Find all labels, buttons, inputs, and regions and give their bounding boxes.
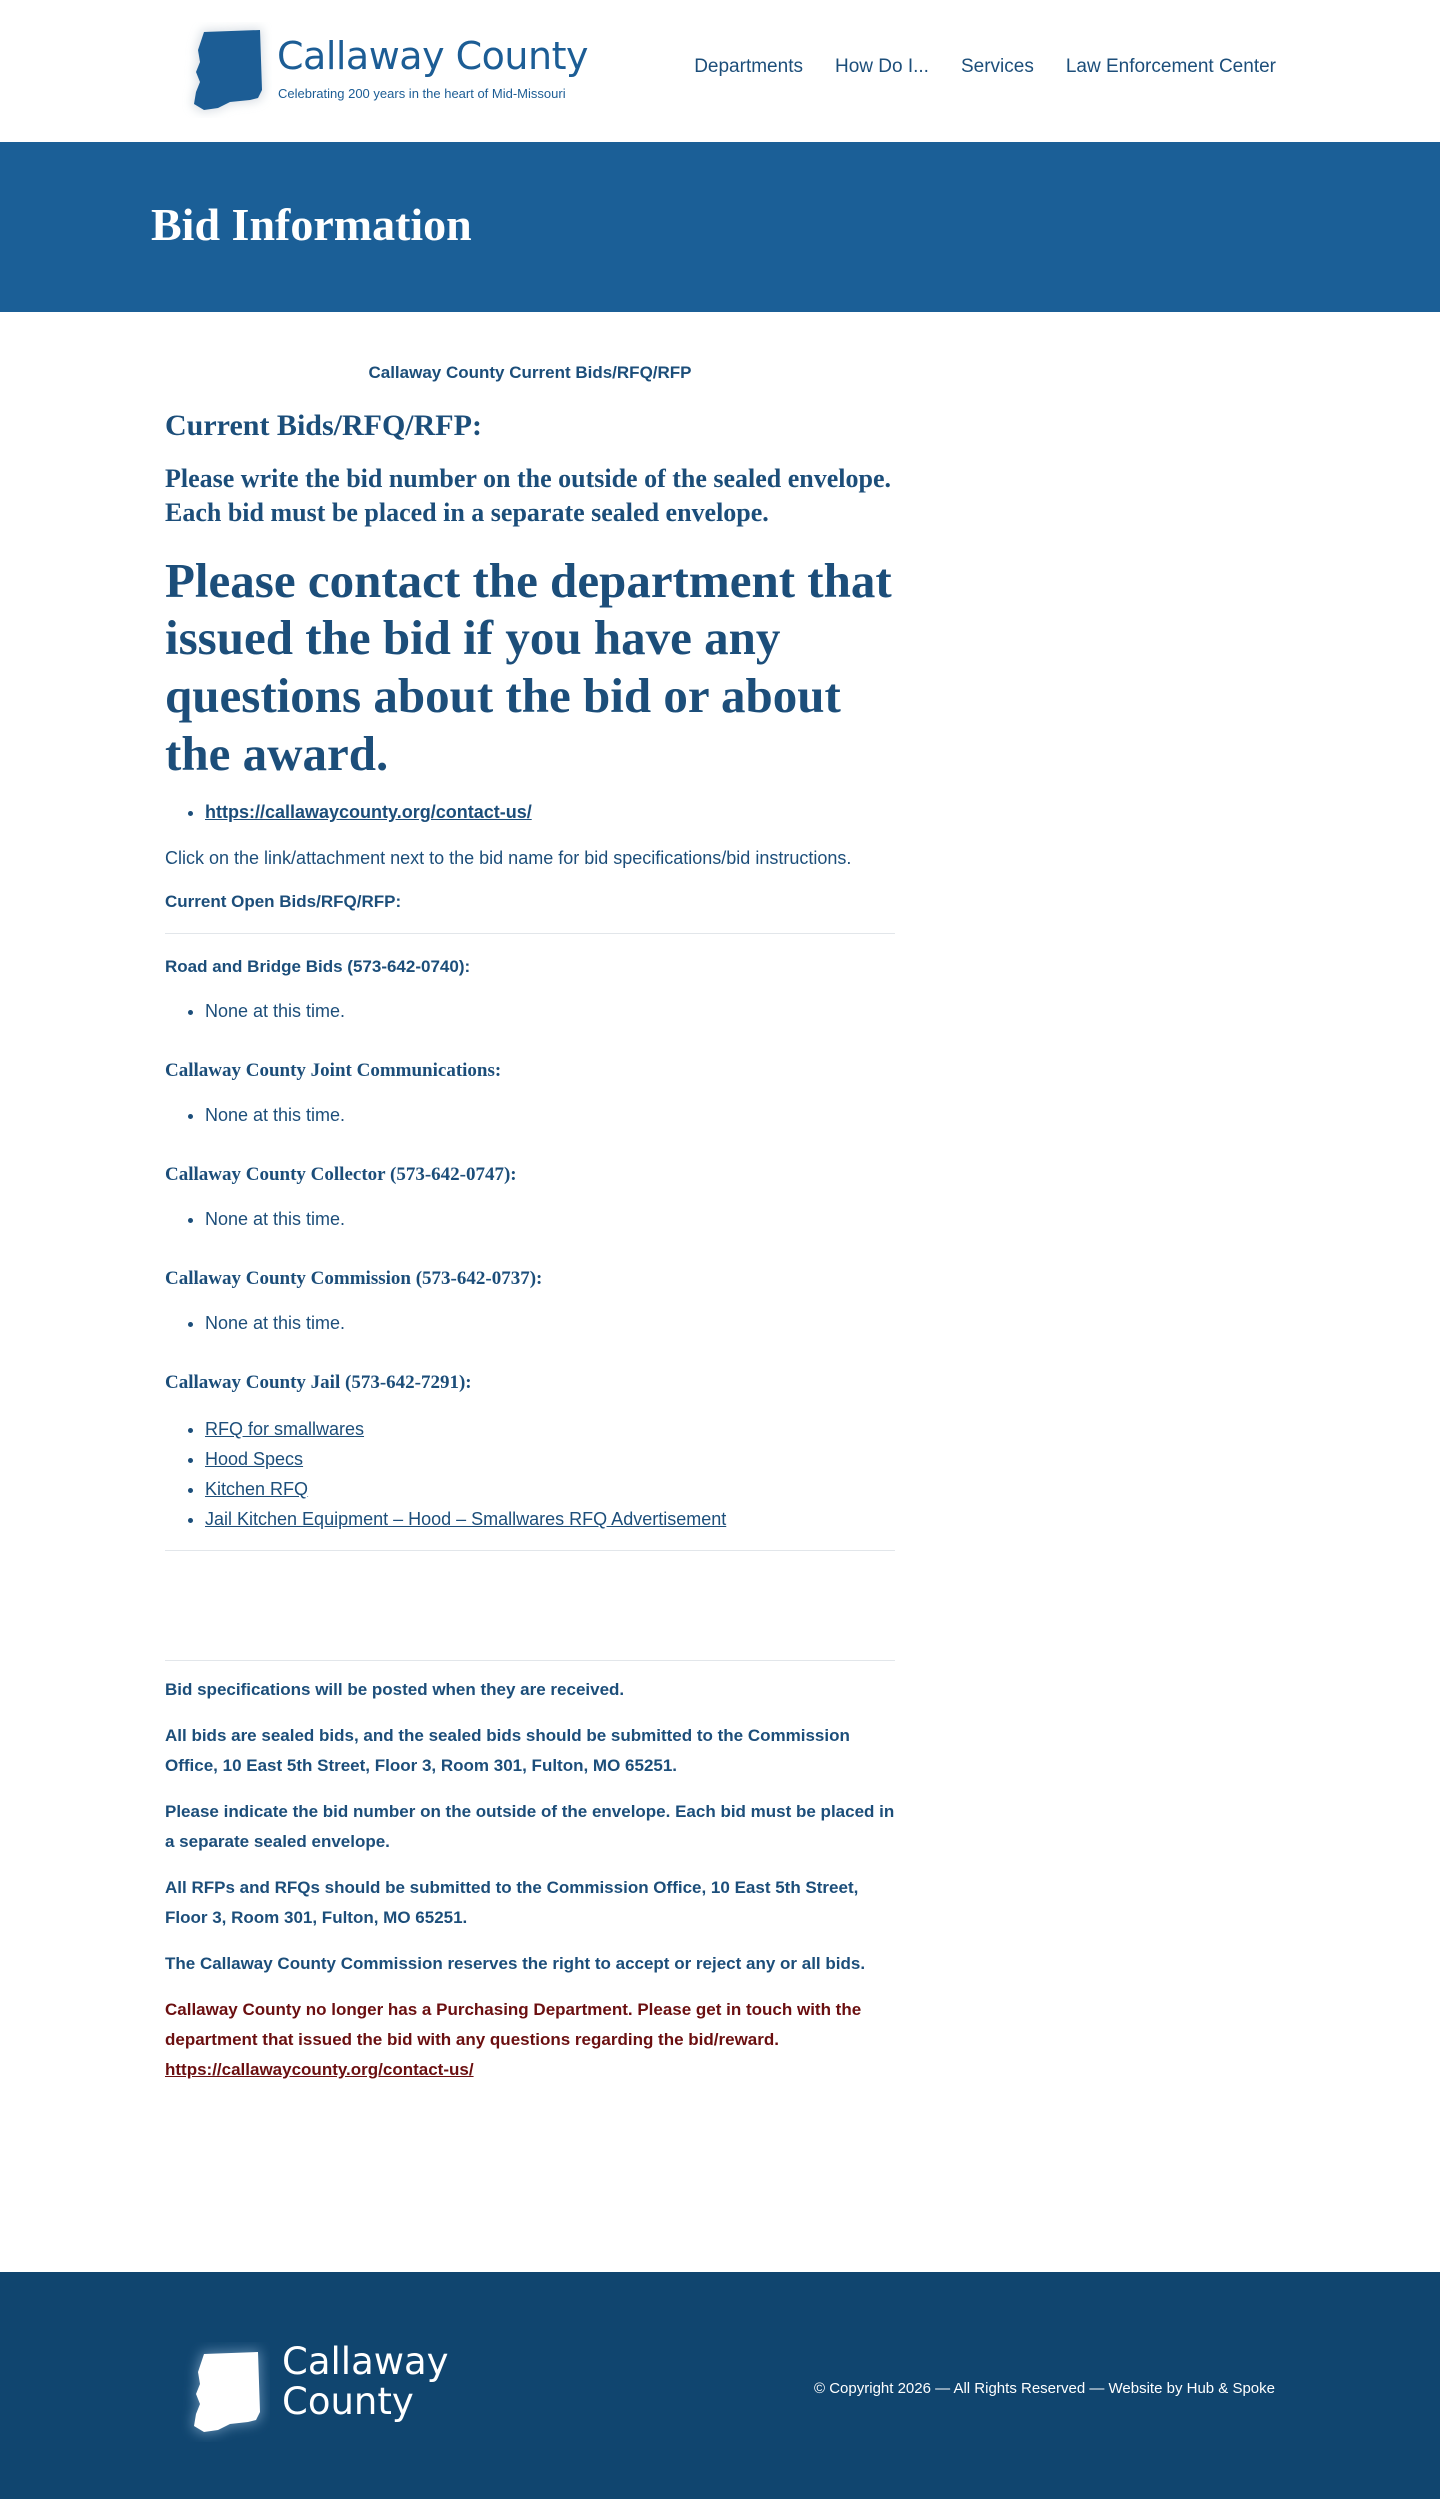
county-map-icon <box>180 22 272 118</box>
section-collector-title: Callaway County Collector (573-642-0747): <box>165 1163 517 1185</box>
rfq-smallwares-link[interactable]: RFQ for smallwares <box>205 1418 365 1439</box>
main-content <box>165 363 895 2085</box>
jail-kitchen-advertisement-link[interactable]: Jail Kitchen Equipment – Hood – Smallwares RFQ Advertisement <box>205 1508 727 1529</box>
logo-title: Callaway County <box>277 34 588 78</box>
heading-write-bid-number: Please write the bid number on the outside of the sealed envelope. Each bid must be placed in a separate sealed envelope. <box>165 464 892 527</box>
kitchen-rfq-link[interactable]: Kitchen RFQ <box>205 1478 309 1499</box>
note-sealed-bids: All bids are sealed bids, and the sealed bids should be submitted to the Commission Office, 10 East 5th Street, Floor 3, Room 301, Fulton, MO 65251. <box>165 1725 850 1775</box>
list-item <box>205 1474 895 1504</box>
copyright: © Copyright 2026 — All Rights Reserved — Website by Hub & Spoke <box>814 2380 1275 2397</box>
section-jail-title: Callaway County Jail (573-642-7291): <box>165 1371 472 1393</box>
section-collector-list <box>165 1204 895 1234</box>
note-rfp-submission: All RFPs and RFQs should be submitted to the Commission Office, 10 East 5th Street, Floor 3, Room 301, Fulton, MO 65251. <box>165 1877 859 1927</box>
list-item: • None at this time. <box>205 1308 895 1338</box>
divider <box>165 1660 895 1661</box>
purchasing-notice <box>165 1995 895 2085</box>
page-title: Bid Information <box>151 199 472 250</box>
logo-tagline: Celebrating 200 years in the heart of Mid-Missouri <box>278 86 566 101</box>
list-item <box>205 797 895 827</box>
heading-current-bids: Current Bids/RFQ/RFP: <box>165 409 482 442</box>
contact-us-link[interactable]: https://callawaycounty.org/contact-us/ <box>205 801 532 822</box>
section-road-bridge-title: Road and Bridge Bids (573-642-0740): <box>165 956 471 976</box>
footer-logo-title <box>282 2342 449 2422</box>
footer-logo-line2: County <box>282 2379 414 2423</box>
section-commission-title: Callaway County Commission (573-642-0737): <box>165 1267 543 1289</box>
list-item <box>205 1414 895 1444</box>
nav-services[interactable]: Services <box>960 56 1034 77</box>
footer-logo-line1: Callaway <box>282 2340 449 2383</box>
footer-logo[interactable] <box>170 2332 500 2442</box>
section-joint-communications-list <box>165 1100 895 1130</box>
divider <box>165 1550 895 1551</box>
county-map-icon <box>180 2342 270 2442</box>
nav-how-do-i[interactable]: How Do I... <box>834 56 929 77</box>
section-jail-list <box>165 1414 895 1534</box>
list-item <box>205 1504 895 1534</box>
site-logo[interactable] <box>170 12 590 122</box>
main-nav <box>694 56 1276 78</box>
note-reserves-right: The Callaway County Commission reserves the right to accept or reject any or all bids. <box>165 1953 866 1973</box>
hood-specs-link[interactable]: Hood Specs <box>205 1448 304 1469</box>
section-road-bridge-list <box>165 996 895 1026</box>
list-item <box>205 1444 895 1474</box>
divider <box>165 933 895 934</box>
purchasing-notice-text: Callaway County no longer has a Purchasing Department. Please get in touch with the department that issued the bid with any questions regarding the bid/reward. <box>165 1999 862 2049</box>
page-banner <box>0 142 1440 312</box>
list-item: • None at this time. <box>205 1100 895 1130</box>
intro-title: Callaway County Current Bids/RFQ/RFP <box>368 363 692 382</box>
heading-contact-department: Please contact the department that issued the bid if you have any questions about the bid or about the award. <box>165 552 892 782</box>
note-bid-number: Please indicate the bid number on the outside of the envelope. Each bid must be placed in a separate sealed envelope. <box>165 1801 895 1851</box>
nav-law-enforcement-center[interactable]: Law Enforcement Center <box>1065 56 1276 77</box>
note-posted: Bid specifications will be posted when they are received. <box>165 1679 625 1699</box>
contact-link-list <box>165 797 895 827</box>
section-commission-list <box>165 1308 895 1338</box>
list-item: • None at this time. <box>205 1204 895 1234</box>
section-joint-communications-title: Callaway County Joint Communications: <box>165 1059 502 1081</box>
nav-departments[interactable]: Departments <box>694 56 803 77</box>
open-bids-label: Current Open Bids/RFQ/RFP: <box>165 891 402 911</box>
site-footer <box>0 2272 1440 2499</box>
list-item: • None at this time. <box>205 996 895 1026</box>
notice-contact-link[interactable]: https://callawaycounty.org/contact-us/ <box>165 2059 474 2079</box>
site-header <box>0 0 1440 142</box>
click-note: Click on the link/attachment next to the bid name for bid specifications/bid instructions. <box>165 847 852 868</box>
